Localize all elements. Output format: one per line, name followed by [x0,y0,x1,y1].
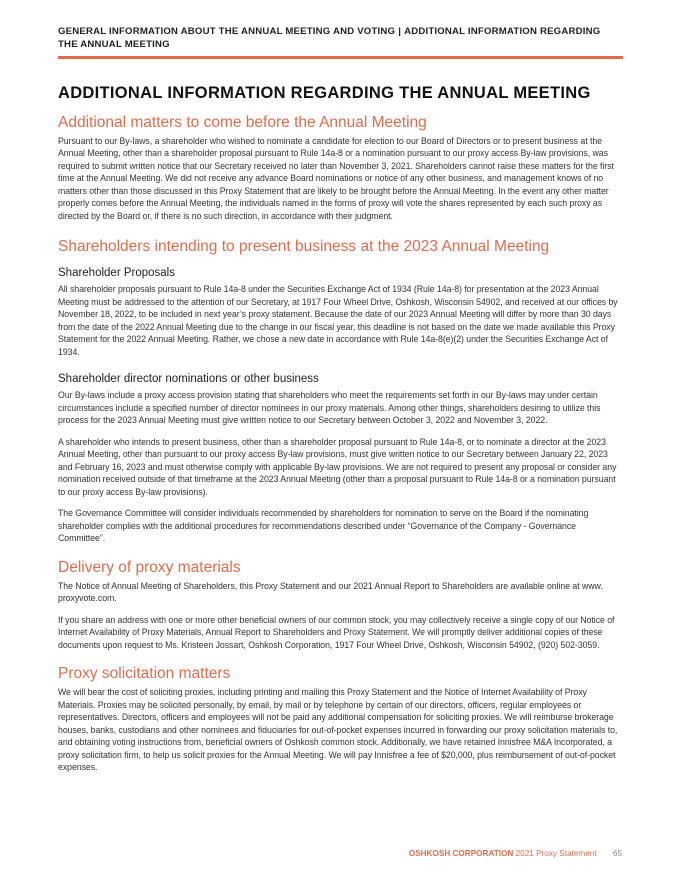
additional-matters-paragraph: Pursuant to our By-laws, a shareholder who wished to nominate a candidate for election to our Board of Directors or to present business at the Annual Meeting, other than a shareholder proposal pursuant to Rule 14a-8 or a nomination pursuant to our proxy access By-law provisions, was required to submit written notice that our Secretary received no later than November 3, 2021. Shareholders cannot raise these matters for the first time at the Annual Meeting. We did not receive any advance Board nominations or notice of any other business, and management knows of no matters other than those discussed in this Proxy Statement that are likely to be brought before the Annual Meeting. In the event any other matter properly comes before the Annual Meeting, the individuals named in the forms of proxy will vote the shares represented by each such proxy as directed by the Board or, if there is no such direction, in accordance with their judgment. [58,135,614,221]
heading-additional-matters: Additional matters to come before the Annual Meeting [58,113,427,131]
director-nominations-paragraph-1: Our By-laws include a proxy access provision stating that shareholders who meet the requirements set forth in our By-laws may under certain circumstances include a specified number of director nominees in our proxy materials. Among other things, shareholders desiring to utilize this process for the 2023 Annual Meeting must give written notice to our Secretary between October 3, 2022 and November 3, 2022. [58,390,601,426]
heading-proxy-solicitation: Proxy solicitation matters [58,665,231,683]
proxy-solicitation-paragraph: We will bear the cost of soliciting proxies, including printing and mailing this Proxy Statement and the Notice of Internet Availability of Proxy Materials. Proxies may be solicited personally, by email, by mail or by telephone by certain of our directors, officers, regular employees or representatives. Directors, officers and employees will not be paid any additional compensation for soliciting proxies. We will reimburse brokerage houses, banks, custodians and other nominees and fiduciaries for out-of-pocket expenses incurred in forwarding our proxy solicitation materials to, and obtaining voting instructions from, beneficial owners of Oshkosh common stock. Additionally, we have retained Innisfree M&A Incorporated, a proxy solicitation firm, to help us solicit proxies for the Annual Meeting. We will pay Innisfree a fee of $20,000, plus reimbursement of out-of-pocket expenses. [58,687,618,773]
header-rule [58,56,623,59]
subheading-shareholder-proposals: Shareholder Proposals [58,267,175,280]
delivery-paragraph-1: The Notice of Annual Meeting of Shareholders, this Proxy Statement and our 2021 Annual Report to Shareholders are available online at www. proxyvote.com. [58,580,603,604]
page-content [58,0,623,774]
header-separator: | [398,26,402,37]
footer-document: 2021 Proxy Statement [515,849,597,858]
heading-shareholders-2023: Shareholders intending to present business at the 2023 Annual Meeting [58,238,550,256]
page-title: ADDITIONAL INFORMATION REGARDING THE ANNUAL MEETING [58,83,591,102]
subheading-director-nominations: Shareholder director nominations or other business [58,373,319,386]
heading-delivery: Delivery of proxy materials [58,558,241,576]
shareholder-proposals-paragraph: All shareholder proposals pursuant to Rule 14a-8 under the Securities Exchange Act of 1934 (Rule 14a-8) for presentation at the 2023 Annual Meeting must be addressed to the attention of our Secretary, at 1917 Four Wheel Drive, Oshkosh, Wisconsin 54902, and received at our offices by November 18, 2022, to be included in next year’s proxy statement. Because the date of our 2023 Annual Meeting will differ by more than 30 days from the date of the 2022 Annual Meeting due to the change in our fiscal year, this deadline is not based on the date we made available this Proxy Statement for the 2022 Annual Meeting. Rather, we chose a new date in accordance with Rule 14a-8(e)(2) under the Securities Exchange Act of 1934. [58,284,618,357]
delivery-paragraph-2: If you share an address with one or more other beneficial owners of our common stock, you may collectively receive a single copy of our Notice of Internet Availability of Proxy Materials, Annual Report to Shareholders and Proxy Statement. We will promptly deliver additional copies of these documents upon request to Ms. Kristeen Jossart, Oshkosh Corporation, 1917 Four Wheel Drive, Oshkosh, Wisconsin 54902, (920) 502-3059. [58,614,615,650]
director-nominations-paragraph-2: A shareholder who intends to present business, other than a shareholder proposal pursuant to Rule 14a-8, or to nominate a director at the 2023 Annual Meeting, other than pursuant to our proxy access By-law provisions, must give written notice to our Secretary between January 22, 2023 and February 16, 2023 and must otherwise comply with applicable By-law provisions. We are not required to present any proposal or consider any nomination received outside of that timeframe at the 2023 Annual Meeting (other than a proposal pursuant to Rule 14a-8 or a nomination pursuant to our proxy access By-law provisions). [58,436,617,497]
page-number: 65 [612,849,622,858]
header-section-left: GENERAL INFORMATION ABOUT THE ANNUAL MEETING AND VOTING [58,26,396,37]
director-nominations-paragraph-3: The Governance Committee will consider individuals recommended by shareholders for nomination to serve on the Board if the nominating shareholder complies with the additional procedures for recommendations described under “Governance of the Company - Governance Committee”. [58,508,589,544]
header-section-right: ADDITIONAL INFORMATION REGARDING THE ANNUAL MEETING [58,26,601,50]
footer-company: OSHKOSH CORPORATION [408,849,514,858]
running-header [58,26,623,51]
page-footer [409,849,622,858]
